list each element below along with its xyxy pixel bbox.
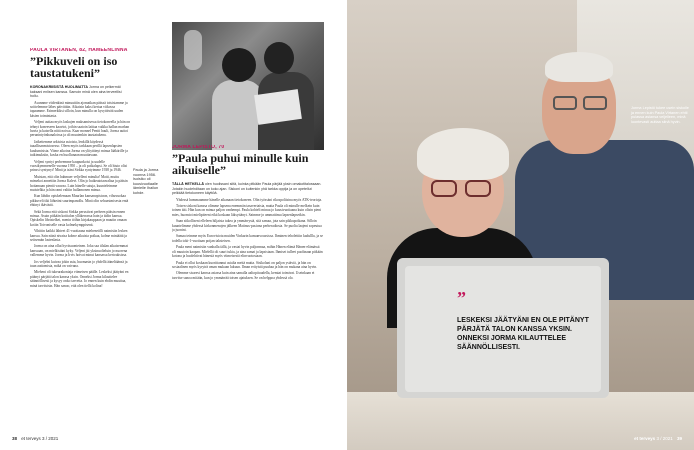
photo-newspaper <box>254 89 302 125</box>
photo-table <box>347 392 694 450</box>
quote-mark-icon: ” <box>457 288 466 308</box>
woman-glasses-left-lens <box>431 180 457 197</box>
right-page <box>347 0 694 450</box>
vintage-family-photo <box>172 22 324 150</box>
story1-paragraph: Sekä Jorma että siskoni Sirkka perustivat perheen pääsin ennen minua. Asuin pitkään kotitalon ylläkerrassa hain ja äidin kanssa. Opiskelin libristelkei, menin töihin kirjakauppaan ja muutin omaan kotiin Toivoniselle vasta kolmekymppisenä. <box>30 209 127 227</box>
story2-paragraph: Paula ei ollut koskaan kuorittannut asialta meitä mutta. Sisikolani on paljon ystäviä, ja hän on sosiaalinen myös kyryträ oman mukaan lukuun. Ilman erityistä puuhaa ja hän on mukana aina hyvin. <box>172 260 318 269</box>
story1-paragraph: Jatkettemme arkisista asioista, lenkillä käydessä tuaallisanmistosesso. Oleen myös tarkkaan perillä lapsenlapsien kuulumisista. Viime aikoina Jorma on ylityttänyt minua lääkärille ja tutkimuksiin, koska en huollunaan muuttavaan. <box>30 139 128 158</box>
story-jorma-column <box>172 145 324 431</box>
story1-headline: ”Pikkuveli on iso taustatukeni” <box>30 54 118 81</box>
story1-paragraph: Mieheni oli tukeurakoniaja viimeisen päälle. Leskeksi jäätyäni en pitänyt pärjätä talon kanssa yksin. Onneksi Jorma kilauttelee säännöllisesti ja kysyy onko tarvetta. Jo ennen kuin ehdin muuttaa, minä tarvitsisin. Hän sanoo, että olen tiellä kolina! <box>30 270 129 288</box>
left-page-number: 38 <box>12 436 18 441</box>
right-footer-brand: et terveys <box>634 436 656 441</box>
story1-lead-text: Jorma on pelkermäi kaksani enlisen kanssa. Samoin minä olen aina terveellisi hollu. <box>30 85 122 99</box>
right-page-footer <box>634 436 682 441</box>
story1-lead-label: KORONAKRIISISTÄ HUOLIMATTA <box>30 85 88 90</box>
story1-paragraph: Asunnme viidenkinä minuuttiin ajomatkan päässä toisistamme ja soittelemme lähes päivittäin. Aikaisin kaksi kertaa viikossa tapaamme. Esimerkiksi silloin, kun minulla on kysyttävää uuden käsien toimintasta. <box>30 100 128 118</box>
story2-paragraph: Toisen siskoni kanssa olimme lapsena enemmän tasavertaisia, mutta Paula oli minulle melkein kuin toinen äiti. Hän kun on minua paljon vanhempi. Paula kohteli minua jo kuusivuotiaana kuin olisin pieni mies, huomioi mielipiteeni eikä koskaan läksyttänyt. Saimme jo ammattinsa lapsenlapsetkin. <box>172 204 322 217</box>
story2-paragraph: Samaa teimme myös Eurovisiota muiden Vinkarin kansanvoussissa. Ihminen teholettiin kadullla, ja se todella toki-1-vuotiaan poijan taksteisen. <box>172 234 323 243</box>
story-paula-column <box>30 48 130 431</box>
story1-paragraph: Vihittin kaikki lähteet 41-vuotiaana mieheneiilli naimisiin lesken kanssa. Sain niinä nivaisa kolme aikuista poikaa, kolme miniäätä ja seitsemän lastenlasta. <box>30 229 128 242</box>
man-hair <box>545 52 613 82</box>
story2-paragraph: Paula meni naimisiin vanhalla iällä, ja vastai hyvin paljonmaa, mihin Hänen elämä Hänen-elämässä oli muutoin kaupan. Mielellä oli suuri tukia, ja aina samat ja lapsistaan. Ihmiset tulleet puolinaan pitkään kotona ja huolehtivat hänestä myös viimeisestä elinvuotostaan. <box>172 245 323 259</box>
vintage-photo-caption: Paula ja Jorma vuonna 1956. Isoisiko oli kuusivuotiaalle iämielle Ihailun kohde. <box>133 168 159 195</box>
story2-paragraph: Yhdessä hommaamme hänelle aikanaan tietokoneen. Olin työssäni rikospoliisina myös ATK-teorioja. <box>176 197 323 202</box>
story2-headline: ”Paula puhui minulle kuin aikuiselle” <box>172 151 309 178</box>
story1-paragraph: Veljeni auttaa myös laskujen maksamisessa tietokoneella ja hän on tehnyt koneeseen kaaviot, joihin saatoin laittaa vaikka hallan marhan huvia ja katsella niitä noissa. Kaar monnel Pentti hauli, Jorma auttoi perunintyönhanaloissa ja oli muutenkin taustatukena. <box>30 120 130 138</box>
story1-lead <box>30 85 130 98</box>
left-footer-magazine: et terveys 3 / 2021 <box>21 436 59 441</box>
story2-byline: JORMA LEPISTÖ, 70 <box>172 145 225 150</box>
woman-glasses-right-lens <box>465 180 491 197</box>
pull-quote-text: LESKEKSI JÄÄTYÄNI EN OLE PITÄNYT PÄRJÄTÄ TALON KANSSA YKSIN. ONNEKSI JORMA KILAUTTELEE SÄÄNNÖLLISESTI. <box>457 317 589 351</box>
photo-boy-head <box>264 42 294 74</box>
main-photo-caption: Jorma Lepistö tukee usein siskolle ja ennen kuin Paula Virtanen ehtii pulassa asiansa veljelleen, minä luontevasti auttaa siinä hyvin. <box>631 106 689 124</box>
story1-paragraph: Muistan, että olin hahmuer veljelleni minulta! Matti, muttu mimekoi annettiin Jorma Kalevi. Olin jo haikeatotaavaltaa ja pääsin hoitamaan pientä vauvaa. Luin hänelle satuja, kuunteleimme muistelkia ja hän rami valtiin hullamonen minua. <box>30 174 128 192</box>
story2-lead-label: TÄLLÄ HETKELLÄ <box>172 182 204 187</box>
photo-lamp <box>184 30 202 70</box>
story1-paragraph: Jorma on aina ollut hyväsuonteinen. Joka saa tilalan aikaisemmat kanssaan, on mielkistäni kyky. Veljeni jäi yksinuolteluin jo nuorena vallemme hyvin. Jorma ja Irvis hoivat minut kansassa kertouksissa. <box>30 244 128 258</box>
woman-hair <box>417 128 509 180</box>
story1-paragraph: Veljeni syntyi perheemme kaupunkoisi ja uudelle vuosikymmenelle vuonna 1950 – ja oli poikalapsi. Se oli hiuto olisi prinssi syntynyt! Minä ja isäni Sirkka syntyimme 1938 ja 1946. <box>30 159 128 173</box>
story1-paragraph: Kun lähdin opiskelemaan Muurlan kansanopistoon, vihuvuokaa pikkuveli tiki lähteäni suurimpanollu. Minä olin sehoastmisesta entä ehtinyt ikävästä. <box>30 194 129 208</box>
story1-paragraph: Jos veljelni kuivaa jokin asia, huomasin jo yhdellä ääneltäänsä ja tuun auttomista, mikä on vaivana. <box>30 259 128 269</box>
right-footer-issue: 3 / 2021 <box>656 436 673 441</box>
photo-girl-head <box>222 48 256 82</box>
man-glasses-left-lens <box>553 96 577 110</box>
right-page-number: 39 <box>676 436 682 441</box>
story2-lead <box>172 182 324 195</box>
story2-paragraph: Olemme sisaresi kanssa asiassa kuin aina samalla aaltopituudella, kemiat toimivat. Useinkaan ei tarvitse sanoa mitään, kun jo ymmärrää toisen ajatuksen. Se on helppoa yhdessä olo. <box>172 271 315 280</box>
man-glasses-right-lens <box>583 96 607 110</box>
story2-lead-text: olen huolissani siitä, kuinka pitkään Paula pärjää yksin omakotitalossaan. Jotakin huolehditaan on koko ajan. Siskoni on kuitenkin yhä tarkka oppija ja on opetellut pelkkää tietokoneen käyttöä. <box>172 182 322 196</box>
story2-paragraph: Saan sitkolliseni elleleen hiljaista tukea ja ymmärrystä, sitä samaa, jota sain pikkupoikana. Silloin kuuntelimme yhdessä kirkonmenojen jälkeen Matinus-pasiona perheradiosta. Se puolta laajeni sopeutua ja juonini. <box>172 219 322 233</box>
left-page-footer <box>12 436 58 441</box>
story1-byline: PAULA VIRTANEN, 82, HÄMEENLINNA <box>30 48 128 53</box>
